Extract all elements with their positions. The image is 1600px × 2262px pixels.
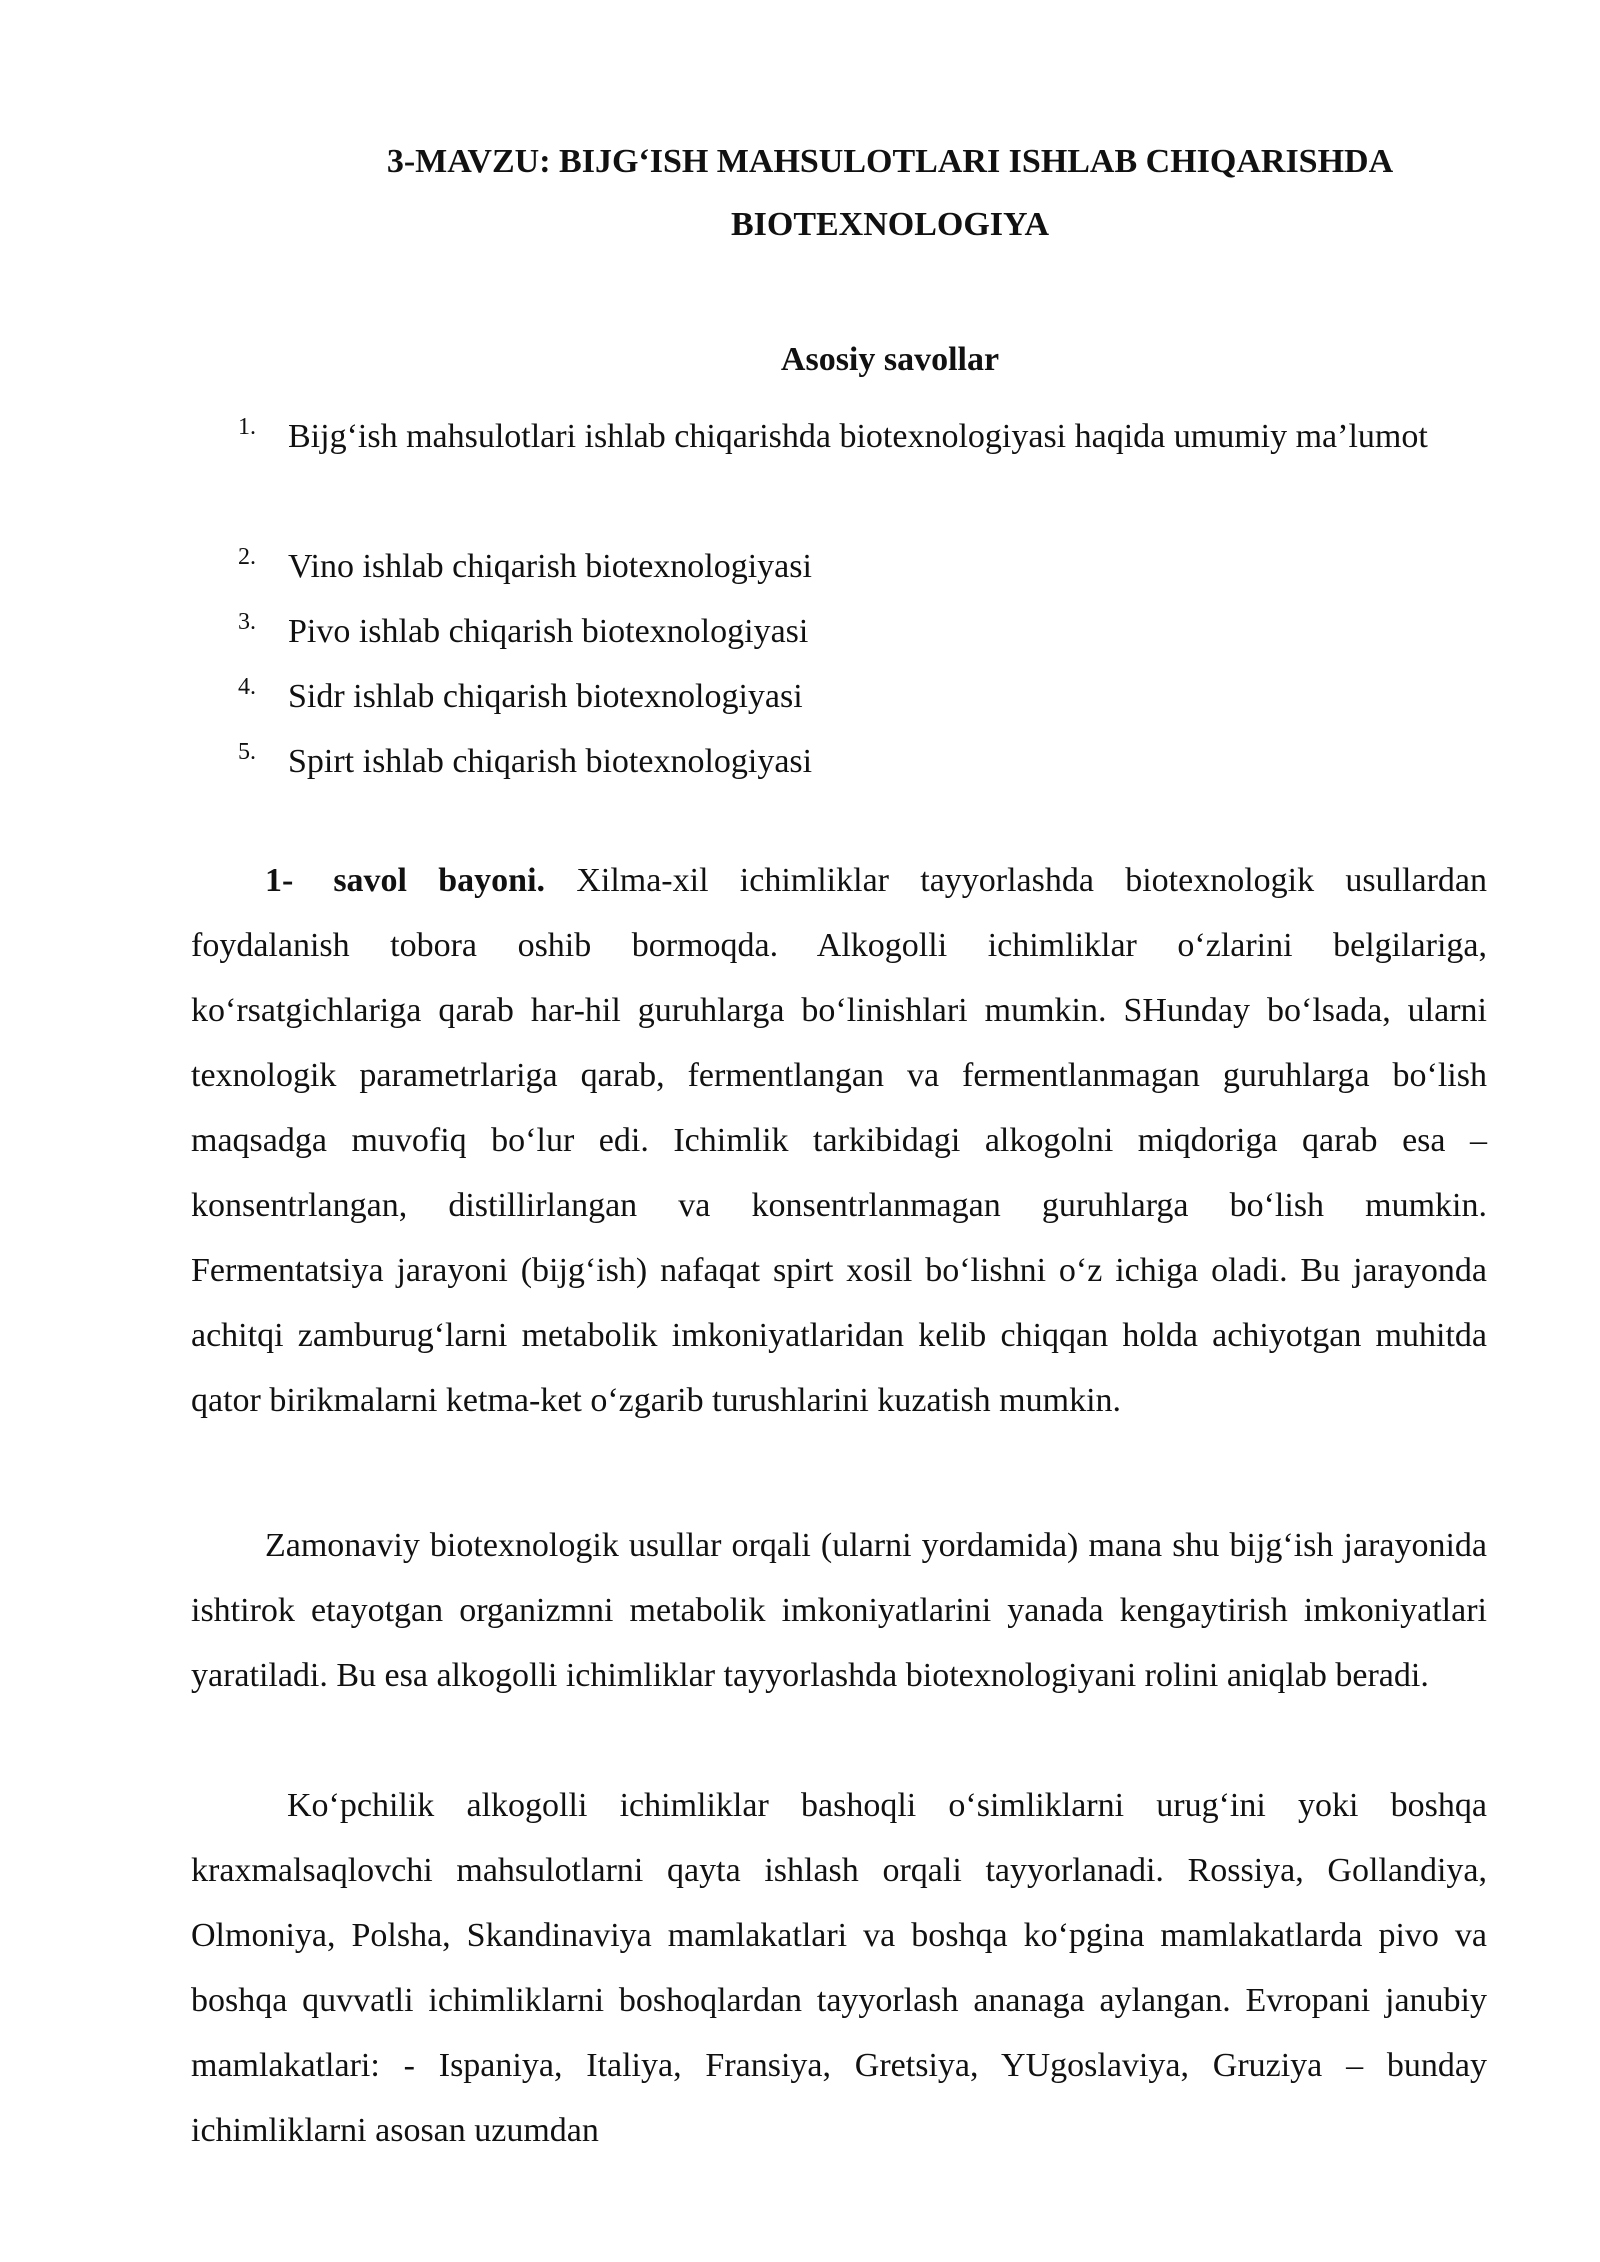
list-item-number: 4.: [238, 674, 256, 700]
list-item-text: Bijg‘ish mahsulotlari ishlab chiqarishda biotexnologiyasi haqida umumiy ma’lumot: [288, 418, 1428, 455]
list-item-number: 3.: [238, 609, 256, 635]
list-item-number: 1.: [238, 414, 256, 440]
section-1-paragraph-1: [191, 848, 1487, 1433]
list-item: [0, 404, 1600, 534]
questions-list: [0, 404, 1600, 794]
list-item: [0, 729, 1600, 794]
list-item-text: Pivo ishlab chiqarish biotexnologiyasi: [288, 613, 809, 650]
section-number: 1-: [265, 862, 294, 899]
list-item-text: Spirt ishlab chiqarish biotexnologiyasi: [288, 743, 813, 780]
list-item-text: Vino ishlab chiqarish biotexnologiyasi: [288, 548, 812, 585]
paragraph-text: Xilma-xil ichimliklar tayyorlashda biotexnologik usullardan foydalanish tobora oshib bormoqda. Alkogolli ichimliklar o‘zlarini belgilariga, ko‘rsatgichlariga qarab har-hil guruhlarga bo‘linishlari mumkin. SHunday bo‘lsada, ularni texnologik parametrlariga qarab, fermentlangan va fermentlanmagan guruhlarga bo‘lish maqsadga muvofiq bo‘lur edi. Ichimlik tarkibidagi alkogolni miqdoriga qarab esa – konsentrlangan, distillirlangan va konsentrlanmagan guruhlarga bo‘lish mumkin. Fermentatsiya jarayoni (bijg‘ish) nafaqat spirt xosil bo‘lishni o‘z ichiga oladi. Bu jarayonda achitqi zamburug‘larni metabolik imkoniyatlaridan kelib chiqqan holda achiyotgan muhitda qator birikmalarni ketma-ket o‘zgarib turushlarini kuzatish mumkin.: [191, 862, 1488, 1419]
document-title-line-2: BIOTEXNOLOGIYA: [730, 206, 1050, 243]
list-item-number: 5.: [238, 739, 256, 765]
section-1-paragraph-3: Ko‘pchilik alkogolli ichimliklar bashoqli o‘simliklarni urug‘ini yoki boshqa kraxmalsaqlovchi mahsulotlarni qayta ishlash orqali tayyorlanadi. Rossiya, Gollandiya, Olmoniya, Polsha, Skandinaviya mamlakatlari va boshqa ko‘pgina mamlakatlarda pivo va boshqa quvvatli ichimliklarni boshoqlardan tayyorlash ananaga aylangan. Evropani janubiy mamlakatlari: - Ispaniya, Italiya, Fransiya, Gretsiya, YUgoslaviya, Gruziya – bunday ichimliklarni asosan uzumdan: [191, 1787, 1487, 2149]
document-title-line-1: 3-MAVZU: BIJG‘ISH MAHSULOTLARI ISHLAB CHIQARISHDA: [386, 143, 1394, 180]
list-item: [0, 599, 1600, 664]
section-1-paragraph-2: Zamonaviy biotexnologik usullar orqali (ularni yordamida) mana shu bijg‘ish jarayonida ishtirok etayotgan organizmni metabolik imkoniyatlarini yanada kengaytirish imkoniyatlari yaratiladi. Bu esa alkogolli ichimliklar tayyorlashda biotexnologiyani rolini aniqlab beradi.: [191, 1527, 1487, 1694]
list-item: [0, 534, 1600, 599]
list-item-number: 2.: [238, 544, 256, 570]
list-item-text: Sidr ishlab chiqarish biotexnologiyasi: [288, 678, 803, 715]
list-item: [0, 664, 1600, 729]
section-label: savol bayoni.: [333, 862, 546, 899]
questions-heading: Asosiy savollar: [780, 341, 1000, 378]
